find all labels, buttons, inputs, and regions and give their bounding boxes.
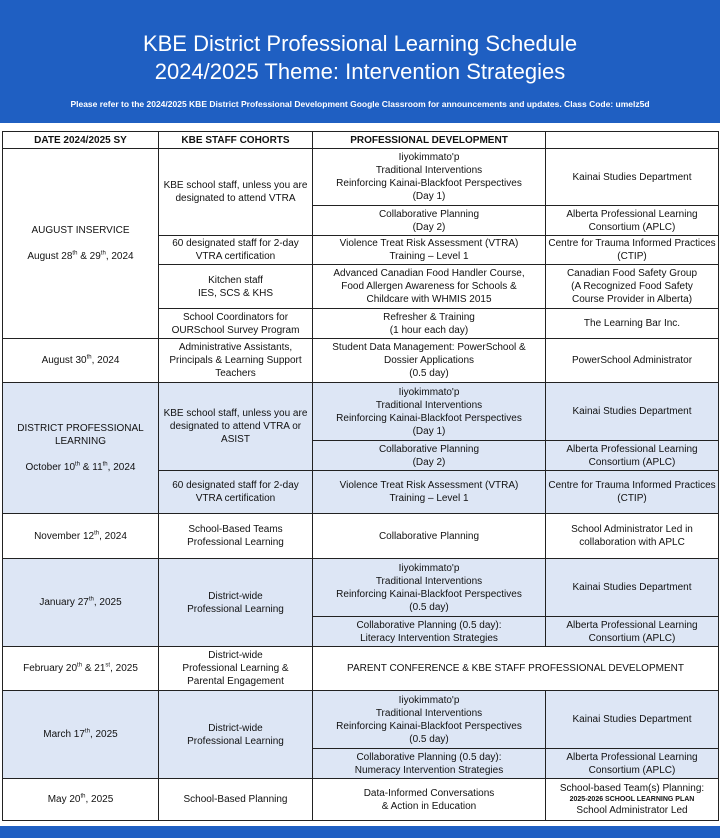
cohort-cell: 60 designated staff for 2-day VTRA certification: [159, 236, 313, 265]
date-cell-august: [3, 149, 159, 339]
pd-cell: Iiyokimmato'p Traditional Interventions Reinforcing Kainai-Blackfoot Perspectives (0.5 day): [313, 691, 546, 749]
pd-cell-wide: PARENT CONFERENCE & KBE STAFF PROFESSIONAL DEVELOPMENT: [313, 647, 719, 691]
page-title-line1: KBE District Professional Learning Schedule: [142, 31, 578, 56]
pd-cell: Data-Informed Conversations & Action in Education: [313, 779, 546, 821]
page-title-line2: 2024/2025 Theme: Intervention Strategies: [154, 59, 566, 84]
pd-cell: Violence Treat Risk Assessment (VTRA) Training – Level 1: [313, 471, 546, 514]
table-row: [3, 383, 719, 441]
cohort-cell: School Coordinators for OURSchool Survey Program: [159, 309, 313, 339]
provider-cell: Alberta Professional Learning Consortium (APLC): [546, 206, 719, 236]
provider-cell: Kainai Studies Department: [546, 691, 719, 749]
header-banner: [0, 0, 720, 123]
date-title: AUGUST INSERVICE: [31, 225, 130, 236]
pd-cell: Student Data Management: PowerSchool & Dossier Applications (0.5 day): [313, 339, 546, 383]
cohort-cell: School-Based Teams Professional Learning: [159, 514, 313, 559]
cohort-cell: 60 designated staff for 2-day VTRA certification: [159, 471, 313, 514]
pd-cell: Violence Treat Risk Assessment (VTRA) Training – Level 1: [313, 236, 546, 265]
provider-cell: Alberta Professional Learning Consortium (APLC): [546, 749, 719, 779]
date-cell-may: May 20th, 2025: [3, 779, 159, 821]
provider-cell: Centre for Trauma Informed Practices (CTIP): [546, 236, 719, 265]
provider-cell: Kainai Studies Department: [546, 383, 719, 441]
provider-cell: School Administrator Led in collaboration with APLC: [546, 514, 719, 559]
pd-cell: Collaborative Planning (Day 2): [313, 206, 546, 236]
table-row: [3, 647, 719, 691]
date-cell-october: DISTRICT PROFESSIONAL LEARNING October 10th & 11th, 2024: [3, 383, 159, 514]
provider-cell: Alberta Professional Learning Consortium (APLC): [546, 617, 719, 647]
col-header-pd: PROFESSIONAL DEVELOPMENT: [313, 132, 546, 149]
table-row: [3, 514, 719, 559]
provider-cell: PowerSchool Administrator: [546, 339, 719, 383]
cohort-cell: Administrative Assistants, Principals & Learning Support Teachers: [159, 339, 313, 383]
pd-cell: Collaborative Planning (Day 2): [313, 441, 546, 471]
provider-cell: Kainai Studies Department: [546, 149, 719, 206]
provider-cell: School-based Team(s) Planning: 2025-2026 SCHOOL LEARNING PLAN School Administrator Led: [546, 779, 719, 821]
date-cell-aug30: August 30th, 2024: [3, 339, 159, 383]
table-row: [3, 339, 719, 383]
pd-cell: Collaborative Planning (0.5 day): Numeracy Intervention Strategies: [313, 749, 546, 779]
col-header-cohorts: KBE STAFF COHORTS: [159, 132, 313, 149]
provider-cell: The Learning Bar Inc.: [546, 309, 719, 339]
pd-cell: Iiyokimmato'p Traditional Interventions Reinforcing Kainai-Blackfoot Perspectives (Day 1): [313, 149, 546, 206]
provider-cell: Canadian Food Safety Group (A Recognized Food Safety Course Provider in Alberta): [546, 265, 719, 309]
col-header-date: DATE 2024/2025 SY: [3, 132, 159, 149]
classroom-note: Please refer to the 2024/2025 KBE District Professional Development Google Classroom for announcements and updates. Class Code: umelz5d: [70, 99, 650, 109]
cohort-cell: District-wide Professional Learning: [159, 691, 313, 779]
cohort-cell: Kitchen staff IES, SCS & KHS: [159, 265, 313, 309]
table-row: [3, 149, 719, 206]
pd-cell: Refresher & Training (1 hour each day): [313, 309, 546, 339]
pd-cell: Collaborative Planning (0.5 day): Literacy Intervention Strategies: [313, 617, 546, 647]
table-row: [3, 559, 719, 617]
pd-cell: Advanced Canadian Food Handler Course, Food Allergen Awareness for Schools & Childcare with WHMIS 2015: [313, 265, 546, 309]
date-cell-march: March 17th, 2025: [3, 691, 159, 779]
schedule-table: [2, 131, 719, 821]
pd-cell: Iiyokimmato'p Traditional Interventions Reinforcing Kainai-Blackfoot Perspectives (Day 1): [313, 383, 546, 441]
pd-cell: Iiyokimmato'p Traditional Interventions Reinforcing Kainai-Blackfoot Perspectives (0.5 day): [313, 559, 546, 617]
date-cell-february: February 20th & 21st, 2025: [3, 647, 159, 691]
header-row: [3, 132, 719, 149]
provider-cell: Kainai Studies Department: [546, 559, 719, 617]
provider-cell: Alberta Professional Learning Consortium (APLC): [546, 441, 719, 471]
table-row: [3, 779, 719, 821]
cohort-cell: KBE school staff, unless you are designated to attend VTRA: [159, 149, 313, 236]
date-cell-january: January 27th, 2025: [3, 559, 159, 647]
cohort-cell: KBE school staff, unless you are designated to attend VTRA or ASIST: [159, 383, 313, 471]
cohort-cell: District-wide Professional Learning & Parental Engagement: [159, 647, 313, 691]
date-text: August 28th & 29th, 2024: [27, 250, 134, 262]
footer-bar: [0, 826, 720, 838]
provider-cell: Centre for Trauma Informed Practices (CTIP): [546, 471, 719, 514]
date-cell-november: November 12th, 2024: [3, 514, 159, 559]
cohort-cell: District-wide Professional Learning: [159, 559, 313, 647]
cohort-cell: School-Based Planning: [159, 779, 313, 821]
pd-cell: Collaborative Planning: [313, 514, 546, 559]
header-gap: [0, 123, 720, 131]
table-row: [3, 691, 719, 749]
col-header-provider: [546, 132, 719, 149]
